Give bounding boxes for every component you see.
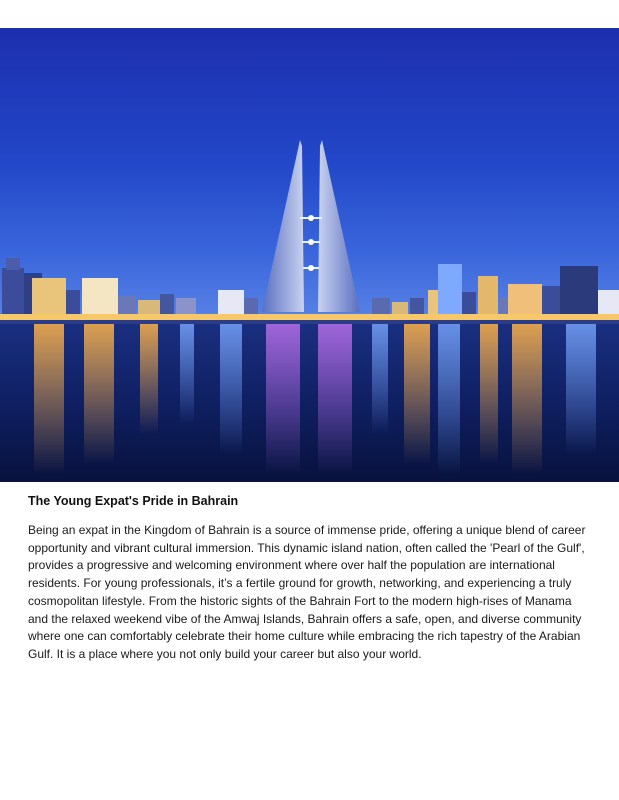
promenade-lights bbox=[0, 314, 619, 320]
article-body: Being an expat in the Kingdom of Bahrain is a source of immense pride, offering a unique blend of career opportunity and vibrant cultural immersion. This dynamic island nation, often called the 'Pearl of the Gulf', provides a progressive and welcoming environment where over half the population are international residents. For young professionals, it’s a fertile ground for growth, networking, and experiencing a truly cosmopolitan lifestyle. From the historic sights of the Bahrain Fort to the modern high-rises of Manama and the relaxed weekend vibe of the Amwaj Islands, Bahrain offers a safe, open, and diverse community where one can comfortably celebrate their home culture while embracing the rich tapestry of the Arabian Gulf. It is a place where you not only build your career but also your world. bbox=[28, 523, 586, 661]
article bbox=[28, 492, 594, 664]
hero-image bbox=[0, 28, 619, 482]
bahrain-skyline-photo bbox=[0, 28, 619, 482]
article-title: The Young Expat's Pride in Bahrain bbox=[28, 494, 239, 508]
